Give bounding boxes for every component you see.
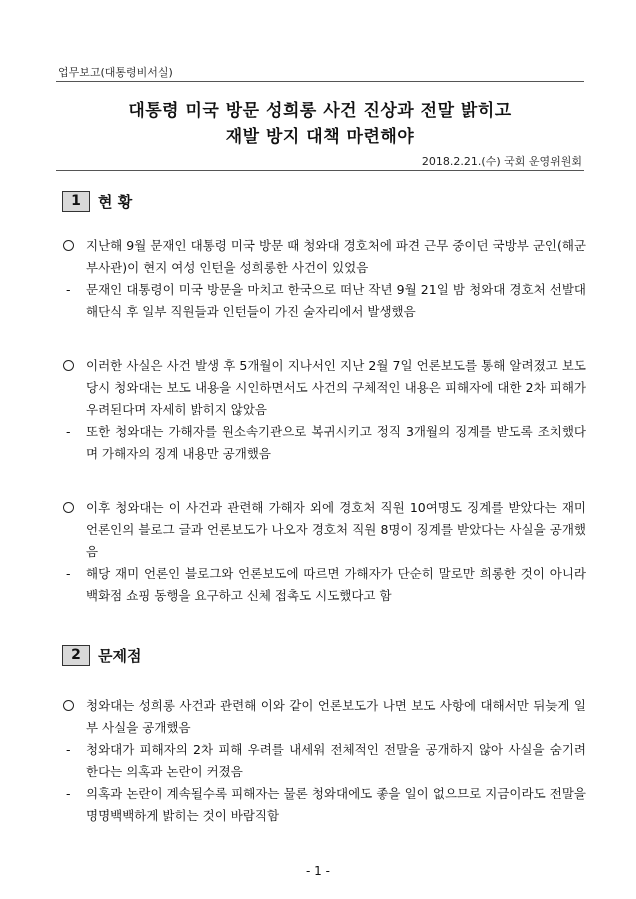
header-label: 업무보고(대통령비서실) [58,66,173,79]
dash-bullet-icon: - [66,742,71,757]
dash-item [62,421,586,465]
document-title-line-1: 대통령 미국 방문 성희롱 사건 진상과 전말 밝히고 [128,101,512,121]
section-heading-2 [62,645,141,666]
dash-item [62,279,586,323]
date-divider [56,170,584,171]
section-title: 현 황 [98,193,133,211]
paragraph-block [62,497,586,607]
section-heading-1 [62,191,132,212]
dash-bullet-icon: - [66,566,71,581]
dash-item [62,563,586,607]
circle-item [62,497,586,563]
dash-bullet-icon: - [66,786,71,801]
circle-bullet-icon [63,240,74,251]
paragraph-main-text: 지난해 9월 문재인 대통령 미국 방문 때 청와대 경호처에 파견 근무 중이던 국방부 군인(해군 부사관)이 현지 여성 인턴을 성희롱한 사건이 있었음 [86,238,586,275]
paragraph-sub-text: 문재인 대통령이 미국 방문을 마치고 한국으로 떠난 작년 9월 21일 밤 청와대 경호처 선발대 해단식 후 일부 직원들과 인턴들이 가진 술자리에서 발생했음 [86,282,586,319]
paragraph-main-text: 이러한 사실은 사건 발생 후 5개월이 지나서인 지난 2월 7일 언론보도를 통해 알려졌고 보도 당시 청와대는 보도 내용을 시인하면서도 사건의 구체적인 내용은 피해자에 대한 2차 피해가 우려된다며 자세히 밝히지 않았음 [86,358,586,417]
paragraph-block [62,695,586,827]
section-number-badge: 2 [62,645,90,666]
paragraph-sub-text: 또한 청와대는 가해자를 원소속기관으로 복귀시키고 정직 3개월의 징계를 받도록 조치했다며 가해자의 징계 내용만 공개했음 [86,424,586,461]
header-divider [56,81,584,82]
paragraph-main-text: 청와대는 성희롱 사건과 관련해 이와 같이 언론보도가 나면 보도 사항에 대해서만 뒤늦게 일부 사실을 공개했음 [86,698,586,735]
dash-item [62,739,586,783]
circle-item [62,235,586,279]
dash-item [62,783,586,827]
paragraph-sub-text: 청와대가 피해자의 2차 피해 우려를 내세워 전체적인 전말을 공개하지 않아 사실을 숨기려 한다는 의혹과 논란이 커졌음 [86,742,586,779]
paragraph-block [62,355,586,465]
circle-bullet-icon [63,360,74,371]
circle-bullet-icon [63,700,74,711]
circle-item [62,695,586,739]
document-title-line-2: 재발 방지 대책 마련해야 [225,127,415,147]
circle-item [62,355,586,421]
dash-bullet-icon: - [66,424,71,439]
paragraph-main-text: 이후 청와대는 이 사건과 관련해 가해자 외에 경호처 직원 10여명도 징계를 받았다는 재미 언론인의 블로그 글과 언론보도가 나오자 경호처 직원 8명이 징계를 받았다는 사실을 공개했음 [86,500,586,559]
paragraph-block [62,235,586,323]
date-line: 2018.2.21.(수) 국회 운영위원회 [421,155,582,168]
paragraph-sub-text: 의혹과 논란이 계속될수록 피해자는 물론 청와대에도 좋을 일이 없으므로 지금이라도 전말을 명명백백하게 밝히는 것이 바람직함 [86,786,586,823]
dash-bullet-icon: - [66,282,71,297]
circle-bullet-icon [63,502,74,513]
section-title: 문제점 [98,647,142,665]
paragraph-sub-text: 해당 재미 언론인 블로그와 언론보도에 따르면 가해자가 단순히 말로만 희롱한 것이 아니라 백화점 쇼핑 동행을 요구하고 신체 접촉도 시도했다고 함 [86,566,586,603]
section-number-badge: 1 [62,191,90,212]
page-number: - 1 - [306,864,330,878]
